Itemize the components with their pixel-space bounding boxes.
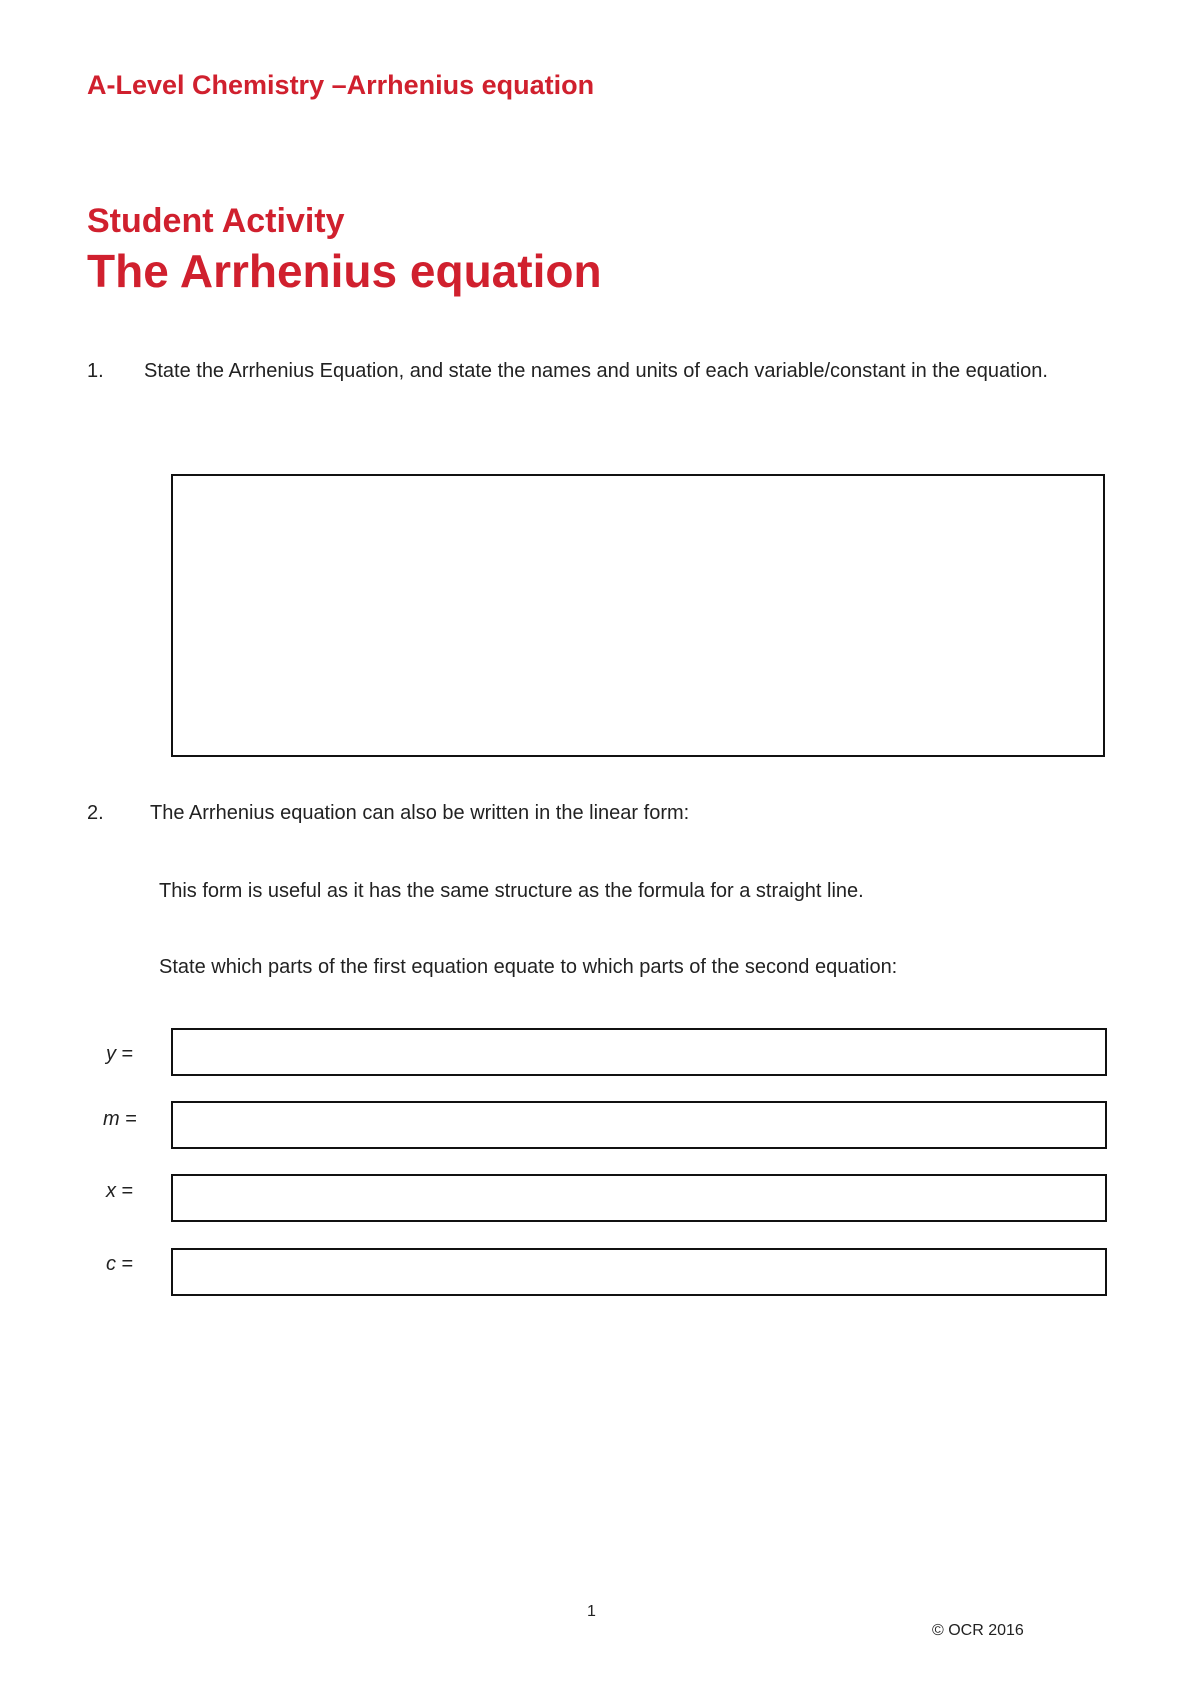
variable-symbol: c [106, 1253, 116, 1275]
equals-sign: = [116, 1180, 134, 1202]
variable-symbol: x [106, 1180, 116, 1202]
equals-sign: = [116, 1253, 134, 1275]
equals-sign: = [119, 1108, 137, 1130]
question-1-answer-box[interactable] [171, 474, 1105, 757]
question-1-number: 1. [87, 360, 104, 382]
answer-box-c[interactable] [171, 1248, 1107, 1296]
question-2-instruction: State which parts of the first equation equate to which parts of the second equation: [159, 956, 898, 978]
page-title: The Arrhenius equation [87, 245, 602, 297]
question-2-text: The Arrhenius equation can also be written in the linear form: [150, 802, 690, 824]
variable-label-c [106, 1253, 133, 1276]
variable-label-y [106, 1043, 133, 1066]
question-2-note: This form is useful as it has the same structure as the formula for a straight line. [159, 880, 864, 902]
variable-label-m [103, 1108, 137, 1131]
variable-symbol: y [106, 1043, 116, 1065]
question-2-number: 2. [87, 802, 104, 824]
variable-symbol: m [103, 1108, 120, 1130]
page-number: 1 [587, 1603, 596, 1620]
header-title: A-Level Chemistry –Arrhenius equation [87, 70, 595, 100]
answer-box-y[interactable] [171, 1028, 1107, 1076]
question-1-text: State the Arrhenius Equation, and state the names and units of each variable/constant in the equation. [144, 360, 1048, 382]
copyright-notice: © OCR 2016 [932, 1622, 1024, 1639]
equals-sign: = [116, 1043, 134, 1065]
variable-label-x [106, 1180, 133, 1203]
activity-subtitle: Student Activity [87, 202, 345, 240]
answer-box-x[interactable] [171, 1174, 1107, 1222]
answer-box-m[interactable] [171, 1101, 1107, 1149]
